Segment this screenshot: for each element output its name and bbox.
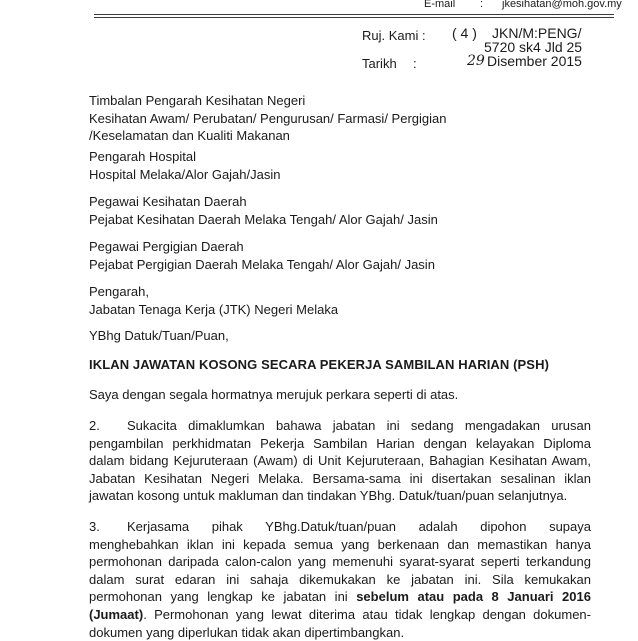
deadline-day: (Jumaat) xyxy=(89,606,144,622)
ruj-kami-line1: JKN/M:PENG/ xyxy=(492,25,582,41)
tarikh-day: 29 xyxy=(467,53,485,69)
paragraph-line: menghebahkan iklan ini kepada semua yang berkenaan dan memastikan hanya xyxy=(89,536,591,552)
recipient-block xyxy=(89,92,594,145)
recipient-block xyxy=(89,193,594,228)
ruj-kami-number: ( 4 ) xyxy=(452,25,477,41)
header-divider-top xyxy=(94,14,614,15)
paragraph-line: dokumen yang diperlukan tidak akan dipertimbangkan. xyxy=(89,624,405,640)
recipient-line: Pengarah Hospital xyxy=(89,149,196,164)
ruj-kami-label: Ruj. Kami : xyxy=(362,28,426,43)
recipient-line: Pegawai Pergigian Daerah xyxy=(89,239,244,254)
recipient-line: Kesihatan Awam/ Perubatan/ Pengurusan/ Farmasi/ Pergigian xyxy=(89,110,447,126)
paragraph-line: 3. Kerjasama pihak YBhg.Datuk/tuan/puan adalah dipohon supaya xyxy=(89,519,591,534)
recipient-line: Pejabat Pergigian Daerah Melaka Tengah/ Alor Gajah/ Jasin xyxy=(89,256,435,272)
recipient-block xyxy=(89,283,594,318)
recipient-line: Timbalan Pengarah Kesihatan Negeri xyxy=(89,93,306,108)
paragraph-line: 2. Sukacita dimaklumkan bahawa jabatan ini sedang mengadakan urusan xyxy=(89,418,591,433)
paragraph-line: pengambilan perkhidmatan Pekerja Sambilan Harian dengan kelayakan Diploma xyxy=(89,435,591,451)
recipient-line: Hospital Melaka/Alor Gajah/Jasin xyxy=(89,166,281,182)
tarikh-colon: : xyxy=(413,56,417,71)
paragraph-line: jawatan kosong untuk makluman dan tindakan YBhg. Datuk/tuan/puan selanjutnya. xyxy=(89,488,568,504)
header-divider-bottom xyxy=(94,17,614,18)
paragraph-number: 3. xyxy=(89,519,100,534)
recipient-block xyxy=(89,238,594,273)
paragraph-line: (Jumaat). Permohonan yang lewat diterima atau tidak lengkap dengan dokumen- xyxy=(89,606,591,622)
recipient-line: Jabatan Tenaga Kerja (JTK) Negeri Melaka xyxy=(89,301,339,317)
email-colon: : xyxy=(480,0,484,10)
tarikh-label: Tarikh xyxy=(362,56,397,71)
paragraph-line: dalam surat edaran ini sahaja dikemukakan ke jabatan ini. Sila kemukakan xyxy=(89,571,591,587)
paragraph-3 xyxy=(89,518,591,641)
paragraph-2 xyxy=(89,417,591,505)
recipient-line: Pegawai Kesihatan Daerah xyxy=(89,194,247,209)
recipient-line: /Keselamatan dan Kualiti Makanan xyxy=(89,128,290,144)
recipient-line: Pejabat Kesihatan Daerah Melaka Tengah/ Alor Gajah/ Jasin xyxy=(89,211,438,227)
intro-sentence: Saya dengan segala hormatnya merujuk perkara seperti di atas. xyxy=(89,387,459,402)
ruj-kami-line2: 5720 sk4 Jld 25 xyxy=(484,39,583,55)
paragraph-line: Jabatan Kesihatan Negeri Melaka. Bersama-sama ini disertakan sesalinan iklan xyxy=(89,470,591,486)
paragraph-line: permohonan yang lengkap ke jabatan ini sebelum atau pada 8 Januari 2016 xyxy=(89,589,591,605)
email-label: E-mail xyxy=(424,0,456,10)
tarikh-month-year: Disember 2015 xyxy=(487,53,582,69)
paragraph-number: 2. xyxy=(89,418,100,433)
subject-title: IKLAN JAWATAN KOSONG SECARA PEKERJA SAMBILAN HARIAN (PSH) xyxy=(89,357,549,372)
paragraph-line: permohonan daripada calon-calon yang memenuhi syarat-syarat seperti terkandung xyxy=(89,554,591,570)
salutation: YBhg Datuk/Tuan/Puan, xyxy=(89,328,229,343)
deadline-date: sebelum atau pada 8 Januari 2016 xyxy=(356,589,591,605)
paragraph-line: dalam bidang Kejuruteraan (Awam) di Unit Kejuruteraan, Bahagian Kesihatan Awam, xyxy=(89,453,591,469)
recipient-block xyxy=(89,148,594,183)
email-address: jkesihatan@moh.gov.my xyxy=(502,0,622,10)
recipient-line: Pengarah, xyxy=(89,284,149,299)
